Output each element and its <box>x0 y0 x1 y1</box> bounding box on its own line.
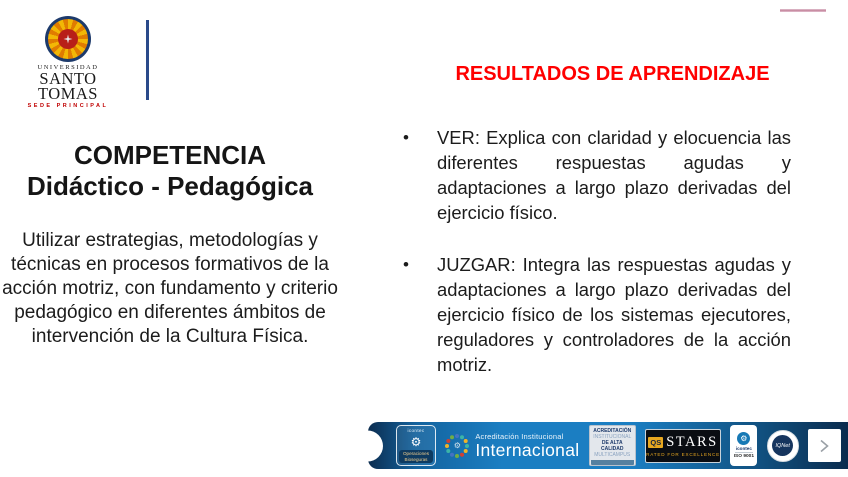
logo-name-text: SANTO TOMAS <box>38 69 98 103</box>
gear-icon: ⚙ <box>453 441 461 450</box>
resultados-heading: RESULTADOS DE APRENDIZAJE <box>455 63 770 85</box>
iso-9001-badge <box>730 425 757 466</box>
multicampus-line4: MULTICAMPUS <box>594 452 631 459</box>
multicampus-accreditation-badge <box>589 425 636 467</box>
iso-label: ISO 9001 <box>733 454 754 459</box>
emblem-core-icon <box>58 29 78 49</box>
iqnet-label: IQNet <box>772 435 793 456</box>
bullet-text-juzgar: JUZGAR: Integra las respuestas agudas y adaptaciones a largo plazo derivadas del ejercicio físico de los sistemas ejecutores, reguladores y controladores de la acción motriz. <box>437 254 791 375</box>
international-accreditation-logo <box>445 432 579 459</box>
top-accent-line <box>780 9 826 12</box>
biosafety-badge <box>396 425 436 466</box>
santo-tomas-sun-emblem-icon <box>45 16 91 62</box>
biosafety-label <box>399 450 433 463</box>
competencia-title <box>0 140 340 202</box>
multicampus-line1: ACREDITACIÓN <box>593 428 632 435</box>
title-line-2: Didáctico - Pedagógica <box>26 171 314 201</box>
bullet-text-ver: VER: Explica con claridad y elocuencia las diferentes respuestas agudas y adaptaciones a largo plazo derivadas del ejercicio físico. <box>437 127 791 223</box>
mill-cross-icon <box>62 33 74 45</box>
qs-stars-badge <box>645 429 721 463</box>
multicampus-strip <box>591 460 634 465</box>
multicampus-line2: INSTITUCIONAL <box>593 434 632 441</box>
gear-icon: ⚙ <box>737 432 750 445</box>
logo-divider <box>146 20 149 100</box>
competencia-paragraph: Utilizar estrategias, metodologías y técnicas en procesos formativos de la acción motriz, con fundamento y criterio pedagógico en diferentes ámbitos de intervención de la Cultura Física. <box>2 230 338 347</box>
next-slide-button[interactable] <box>808 429 841 462</box>
icontec-brand-text: icontec <box>735 446 752 451</box>
qs-stars-row <box>648 434 717 451</box>
acreditacion-institucional-text: Acreditación Institucional <box>475 432 564 441</box>
gear-icon: ⚙ <box>410 434 422 449</box>
footer-logos <box>368 425 848 467</box>
qs-logo: QS <box>650 438 662 447</box>
list-item <box>403 252 791 377</box>
bullet-icon: • <box>403 128 409 147</box>
logo-university-text: UNIVERSIDAD <box>37 64 99 71</box>
footer-bar <box>368 422 848 469</box>
international-accreditation-text <box>475 432 579 459</box>
bullet-icon: • <box>403 255 409 274</box>
multicampus-line3: DE ALTA CALIDAD <box>600 440 624 453</box>
dotted-circle-icon <box>445 434 469 458</box>
iqnet-badge <box>767 430 799 462</box>
title-line-1: COMPETENCIA <box>73 140 267 170</box>
qs-tagline: RATED FOR EXCELLENCE <box>646 452 720 457</box>
internacional-text: Internacional <box>475 440 580 460</box>
chevron-right-icon <box>816 438 832 454</box>
list-item <box>403 125 791 225</box>
logo-sede-text: SEDE PRINCIPAL <box>27 103 109 109</box>
iso-separator <box>735 452 753 453</box>
biosafety-label-line1: Operaciones <box>402 451 430 457</box>
qs-stars-text: STARS <box>666 434 718 450</box>
university-logo <box>12 10 124 109</box>
biosafety-label-line2: Bioseguras <box>404 456 428 462</box>
icontec-brand-text: icontec <box>407 428 425 433</box>
footer-notch <box>352 430 383 461</box>
bullet-list <box>403 125 791 377</box>
